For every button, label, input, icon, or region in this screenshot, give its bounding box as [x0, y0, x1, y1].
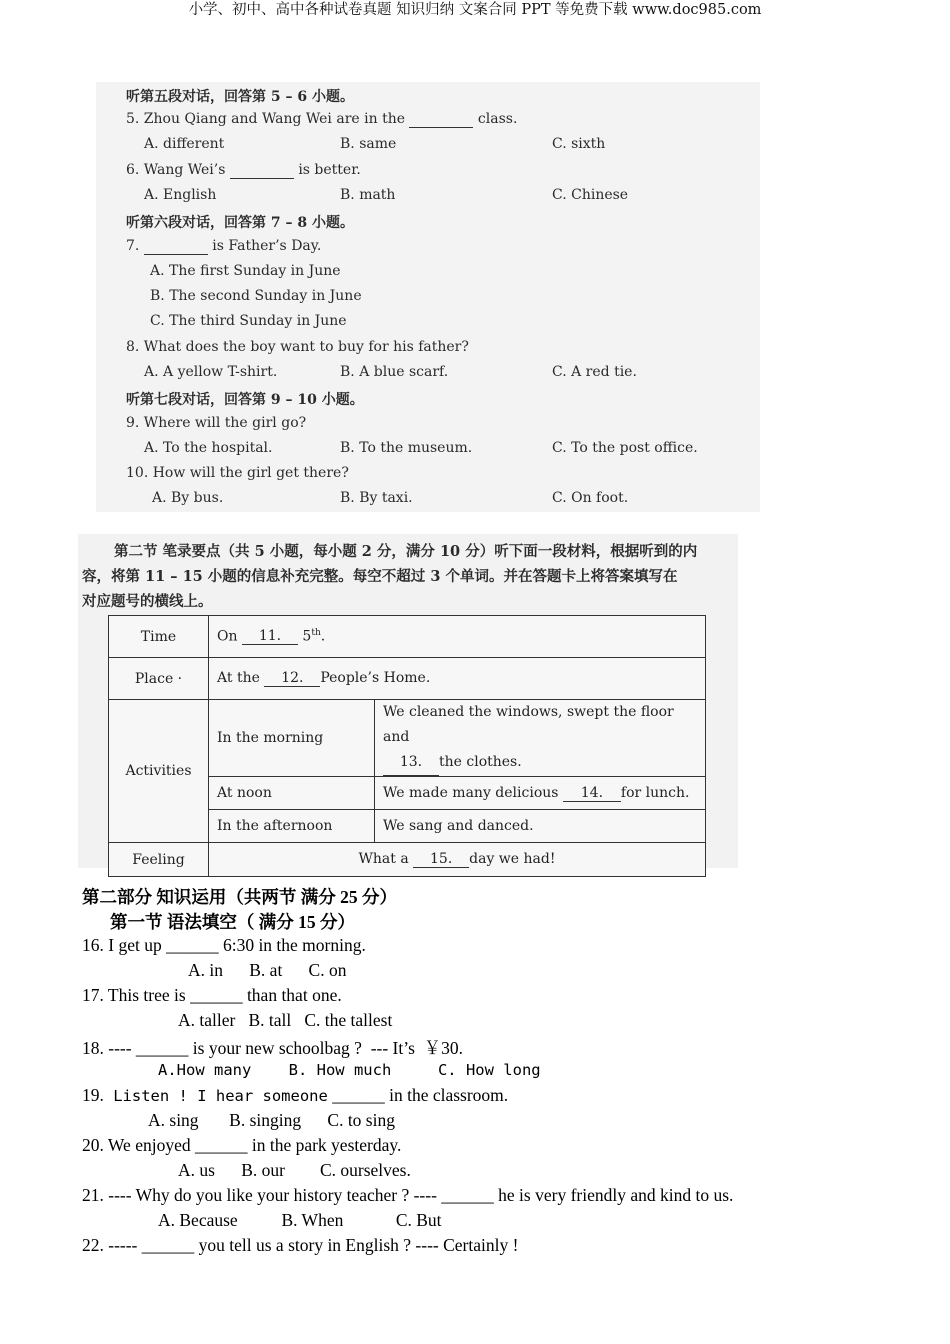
- noon-label: At noon: [209, 777, 375, 810]
- notes-intro-1: 第二节 笔录要点（共 5 小题，每小题 2 分，满分 10 分）听下面一段材料，根据听到的内: [114, 543, 698, 560]
- q9-option-b: B. To the museum.: [340, 440, 473, 456]
- q20-stem: 20. We enjoyed ______ in the park yesterday.: [82, 1135, 402, 1155]
- q10-option-a: A. By bus.: [152, 490, 224, 506]
- q19-options: A. sing B. singing C. to sing: [148, 1110, 395, 1130]
- q9-stem: 9. Where will the girl go?: [126, 415, 307, 431]
- place-value: At the 12. People’s Home.: [209, 658, 706, 700]
- notes-intro-3: 对应题号的横线上。: [82, 593, 213, 610]
- q7-option-a: A. The first Sunday in June: [150, 263, 341, 279]
- q10-option-b: B. By taxi.: [340, 490, 413, 506]
- q7-option-b: B. The second Sunday in June: [150, 288, 362, 304]
- q10-option-c: C. On foot.: [552, 490, 629, 506]
- part2-subtitle: 第一节 语法填空（ 满分 15 分）: [110, 912, 355, 932]
- q10-stem: 10. How will the girl get there?: [126, 465, 349, 481]
- q5-option-a: A. different: [144, 136, 225, 152]
- q18-stem: 18. ---- ______ is your new schoolbag ? --- It’s ￥30.: [82, 1038, 464, 1058]
- q9-option-c: C. To the post office.: [552, 440, 698, 456]
- q5-option-c: C. sixth: [552, 136, 606, 152]
- notes-section: [78, 534, 738, 868]
- section5-title: 听第五段对话，回答第 5 – 6 小题。: [126, 89, 354, 105]
- q21-options: A. Because B. When C. But: [158, 1210, 442, 1230]
- q6-option-c: C. Chinese: [552, 187, 629, 203]
- q21-stem: 21. ---- Why do you like your history teacher ? ---- ______ he is very friendly and kind to us.: [82, 1185, 734, 1205]
- blank-15[interactable]: 15.: [413, 851, 469, 868]
- listening-section: [96, 82, 760, 512]
- table-row-feeling: [109, 843, 706, 877]
- morning-label: In the morning: [209, 700, 375, 777]
- q5-stem: 5. Zhou Qiang and Wang Wei are in the class.: [126, 111, 518, 127]
- feeling-value: What a 15. day we had!: [209, 843, 706, 877]
- q18-options: A.How many B. How much C. How long: [158, 1061, 541, 1079]
- part2-title: 第二部分 知识运用（共两节 满分 25 分）: [82, 887, 397, 907]
- morning-value: We cleaned the windows, swept the floor and 13. the clothes.: [375, 700, 706, 777]
- q17-stem: 17. This tree is ______ than that one.: [82, 985, 342, 1005]
- q8-option-c: C. A red tie.: [552, 364, 637, 380]
- q16-stem: 16. I get up ______ 6:30 in the morning.: [82, 935, 366, 955]
- q6-option-b: B. math: [340, 187, 396, 203]
- q17-options: A. taller B. tall C. the tallest: [178, 1010, 393, 1030]
- q8-stem: 8. What does the boy want to buy for his father?: [126, 339, 469, 355]
- q22-stem: 22. ----- ______ you tell us a story in English ? ---- Certainly !: [82, 1235, 519, 1255]
- q6-option-a: A. English: [144, 187, 217, 203]
- notes-table: [108, 615, 706, 877]
- q19-stem: 19. Listen ! I hear someone ______ in the classroom.: [82, 1085, 509, 1105]
- blank-12[interactable]: 12.: [264, 670, 320, 687]
- q8-option-b: B. A blue scarf.: [340, 364, 449, 380]
- activities-label: Activities: [109, 700, 209, 843]
- blank-11[interactable]: 11.: [242, 628, 298, 645]
- table-row-morning: [109, 700, 706, 777]
- blank-14[interactable]: 14.: [563, 785, 621, 802]
- afternoon-value: We sang and danced.: [375, 810, 706, 843]
- q7-option-c: C. The third Sunday in June: [150, 313, 347, 329]
- table-row-time: [109, 616, 706, 658]
- afternoon-label: In the afternoon: [209, 810, 375, 843]
- feeling-label: Feeling: [109, 843, 209, 877]
- section6-title: 听第六段对话，回答第 7 – 8 小题。: [126, 215, 354, 231]
- q9-option-a: A. To the hospital.: [144, 440, 273, 456]
- table-row-place: [109, 658, 706, 700]
- notes-intro-2: 容，将第 11 – 15 小题的信息补充完整。每空不超过 3 个单词。并在答题卡上将答案填写在: [82, 568, 678, 585]
- noon-value: We made many delicious 14. for lunch.: [375, 777, 706, 810]
- blank-13[interactable]: 13.: [383, 750, 439, 776]
- page-header: 小学、初中、高中各种试卷真题 知识归纳 文案合同 PPT 等免费下载 www.doc985.com: [188, 2, 762, 18]
- q6-stem: 6. Wang Wei’s is better.: [126, 162, 361, 178]
- time-label: Time: [109, 616, 209, 658]
- q7-stem: 7. is Father’s Day.: [126, 238, 322, 254]
- q5-option-b: B. same: [340, 136, 397, 152]
- place-label: Place ·: [109, 658, 209, 700]
- q8-option-a: A. A yellow T-shirt.: [144, 364, 278, 380]
- q20-options: A. us B. our C. ourselves.: [178, 1160, 411, 1180]
- section7-title: 听第七段对话，回答第 9 – 10 小题。: [126, 392, 364, 408]
- time-value: On 11. 5th.: [209, 616, 706, 658]
- q16-options: A. in B. at C. on: [188, 960, 347, 980]
